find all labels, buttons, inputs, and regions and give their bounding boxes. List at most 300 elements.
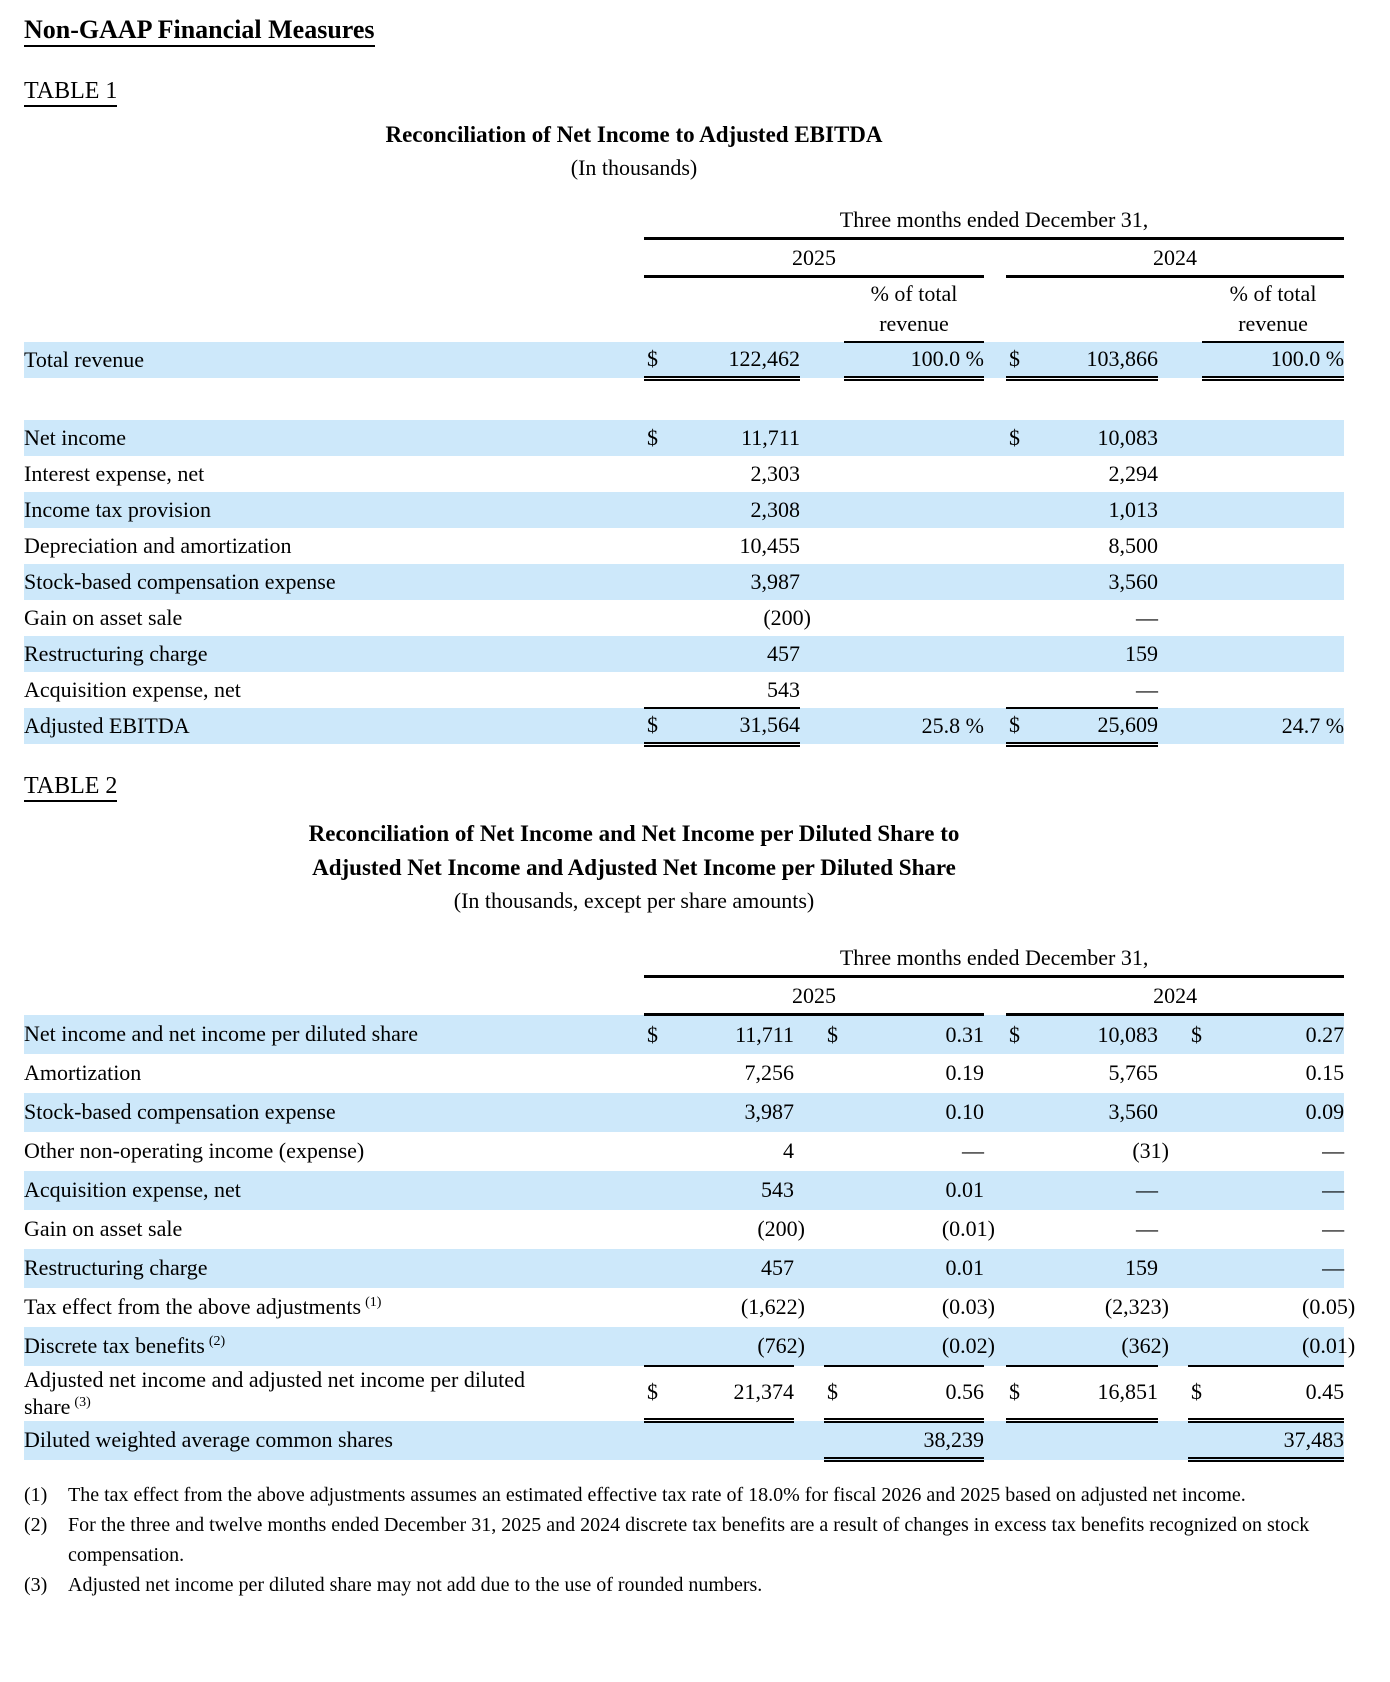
- cell-value: 7,256: [744, 1060, 794, 1085]
- table-row: [24, 636, 1344, 672]
- pct-2024: [1202, 492, 1344, 528]
- per-share-2024: [1224, 1015, 1344, 1054]
- cell-value: (0.03): [941, 1294, 995, 1319]
- cell-value: (762): [757, 1332, 805, 1358]
- dollar-sign: [1006, 1421, 1042, 1460]
- row-label: [24, 1421, 644, 1460]
- cell-value: 543: [767, 676, 800, 702]
- amount-2025: [680, 456, 800, 492]
- dollar-sign: [1006, 342, 1042, 378]
- pct-2024: [1202, 342, 1344, 378]
- table-row: [24, 456, 1344, 492]
- dollar-sign: [1006, 1054, 1042, 1093]
- dollar-sign: [1188, 1366, 1224, 1421]
- pct-2024: [1202, 708, 1344, 744]
- amount-2024: [1042, 1249, 1158, 1288]
- empty-cell: [680, 276, 800, 342]
- dollar-sign: [644, 492, 680, 528]
- cell-value: $: [827, 1379, 838, 1405]
- cell-value: $: [647, 1379, 658, 1405]
- row-label: [24, 708, 644, 744]
- cell-value: —: [1322, 1216, 1345, 1241]
- pct-2024: [1202, 672, 1344, 708]
- col-gap: [800, 672, 844, 708]
- table-row: [24, 1132, 1344, 1171]
- amount-2025: [680, 1093, 794, 1132]
- pct-2025: [844, 528, 984, 564]
- dollar-sign: [1188, 1054, 1224, 1093]
- table-row: [24, 564, 1344, 600]
- col-gap: [1158, 420, 1202, 456]
- cell-value: 11,711: [741, 425, 800, 450]
- per-share-2025: [860, 1093, 984, 1132]
- cell-value: $: [647, 1021, 658, 1047]
- year-header-row: [24, 238, 1344, 276]
- period-header: Three months ended December 31,: [644, 198, 1344, 238]
- col-gap: [800, 492, 844, 528]
- empty-cell: [1042, 276, 1158, 342]
- pct-2024: [1202, 528, 1344, 564]
- cell-value: 2,303: [750, 461, 800, 486]
- col-gap: [984, 1015, 1006, 1054]
- pct-header-line1: % of total: [1229, 281, 1317, 306]
- row-label-text: Adjusted EBITDA: [24, 713, 190, 739]
- cell-value: 0.56: [945, 1379, 984, 1405]
- table2-title-line2: Adjusted Net Income and Adjusted Net Income per Diluted Share: [312, 854, 956, 880]
- period-header-row: [24, 937, 1344, 977]
- table-row: [24, 492, 1344, 528]
- cell-value: $: [1009, 1379, 1020, 1405]
- per-share-2024: [1224, 1210, 1344, 1249]
- year-2024-header: 2024: [1006, 238, 1344, 276]
- col-gap: [984, 420, 1006, 456]
- pct-2024: [1202, 564, 1344, 600]
- pct-2024: [1202, 420, 1344, 456]
- row-label: [24, 564, 644, 600]
- cell-value: (200): [757, 1216, 805, 1241]
- per-share-2025: [860, 1327, 995, 1366]
- spacer-row: [24, 378, 1344, 420]
- footnote-number: (3): [24, 1574, 48, 1596]
- amount-2024: [1042, 636, 1158, 672]
- cell-value: 0.31: [945, 1021, 984, 1047]
- amount-2025: [680, 1421, 794, 1460]
- dollar-sign: [1188, 1210, 1224, 1249]
- dollar-sign: [644, 1210, 680, 1249]
- row-label-text: Gain on asset sale: [24, 605, 183, 631]
- row-label: [24, 528, 644, 564]
- cell-value: 0.01: [945, 1177, 984, 1202]
- cell-value: —: [1136, 676, 1158, 702]
- table2-label: [24, 771, 1390, 801]
- cell-value: (200): [763, 605, 811, 630]
- cell-value: 457: [767, 641, 800, 666]
- footnote-2: [24, 1510, 1354, 1570]
- row-label-text: Restructuring charge: [24, 641, 208, 667]
- col-gap: [1158, 1366, 1188, 1421]
- col-gap: [794, 1366, 824, 1421]
- col-gap: [1158, 708, 1202, 744]
- dollar-sign: [1188, 1171, 1224, 1210]
- col-gap: [1158, 492, 1202, 528]
- dollar-sign: [1188, 1132, 1224, 1171]
- col-gap: [1158, 1210, 1188, 1249]
- cell-value: 0.10: [945, 1099, 984, 1124]
- row-label: [24, 456, 644, 492]
- amount-2025: [680, 672, 800, 708]
- pct-2025: [844, 420, 984, 456]
- dollar-sign: [644, 528, 680, 564]
- cell-value: (2,323): [1104, 1294, 1169, 1319]
- col-gap: [794, 1015, 824, 1054]
- dollar-sign: [644, 672, 680, 708]
- per-share-2025: [860, 1015, 984, 1054]
- dollar-sign: [644, 456, 680, 492]
- row-label-text: Amortization: [24, 1060, 142, 1086]
- empty-cell: [24, 276, 644, 342]
- dollar-sign: [644, 1054, 680, 1093]
- amount-2024: [1042, 456, 1158, 492]
- cell-value: 11,711: [735, 1021, 794, 1047]
- pct-of-revenue-header-2025: [844, 276, 984, 342]
- footnote-1: [24, 1480, 1354, 1510]
- amount-2025: [680, 1171, 794, 1210]
- dollar-sign: [824, 1327, 860, 1366]
- cell-value: 100.0 %: [1270, 346, 1345, 372]
- pct-header-line2: revenue: [879, 311, 949, 336]
- table1-label-text: TABLE 1: [24, 78, 117, 107]
- spacer-cell: [24, 378, 1344, 420]
- col-gap: [984, 1132, 1006, 1171]
- table1-body: [24, 342, 1344, 744]
- col-gap: [794, 1171, 824, 1210]
- dollar-sign: [644, 1171, 680, 1210]
- footnotes: [24, 1480, 1354, 1600]
- col-gap: [794, 1054, 824, 1093]
- row-label: [24, 1366, 644, 1421]
- dollar-sign: [644, 1421, 680, 1460]
- amount-2024: [1042, 600, 1158, 636]
- per-share-2024: [1224, 1249, 1344, 1288]
- page-title-text: Non-GAAP Financial Measures: [24, 15, 375, 47]
- cell-value: —: [1322, 1177, 1345, 1202]
- dollar-sign: [1006, 456, 1042, 492]
- amount-2025: [680, 1054, 794, 1093]
- footnote-number: (2): [24, 1514, 48, 1536]
- per-share-2025: [860, 1249, 984, 1288]
- col-gap: [800, 708, 844, 744]
- row-label-text: Diluted weighted average common shares: [24, 1427, 393, 1453]
- amount-2024: [1042, 1132, 1169, 1171]
- empty-cell: [24, 198, 644, 238]
- cell-value: 5,765: [1108, 1060, 1158, 1085]
- amount-2024: [1042, 564, 1158, 600]
- amount-2025: [680, 600, 811, 636]
- footnote-marker: (1): [365, 1294, 382, 1310]
- dollar-sign: [1188, 1288, 1224, 1327]
- row-label-text: Depreciation and amortization: [24, 533, 292, 559]
- cell-value: 3,560: [1108, 1099, 1158, 1124]
- cell-value: 2,294: [1108, 461, 1158, 486]
- pct-2024: [1202, 636, 1344, 672]
- cell-value: $: [827, 1021, 838, 1047]
- cell-value: (1,622): [740, 1294, 805, 1319]
- row-label-text: Interest expense, net: [24, 461, 205, 487]
- col-gap: [794, 1421, 824, 1460]
- cell-value: 100.0 %: [910, 346, 984, 372]
- per-share-2024: [1224, 1171, 1344, 1210]
- dollar-sign: [644, 1132, 680, 1171]
- row-label: [24, 600, 644, 636]
- col-gap: [800, 342, 844, 378]
- col-gap: [984, 342, 1006, 378]
- cell-value: $: [1009, 425, 1020, 450]
- table2-subtitle: (In thousands, except per share amounts): [453, 887, 815, 913]
- table1-title: Reconciliation of Net Income to Adjusted EBITDA: [385, 122, 883, 147]
- row-label: [24, 672, 644, 708]
- dollar-sign: [644, 1015, 680, 1054]
- cell-value: —: [1136, 1216, 1158, 1241]
- cell-value: 122,462: [728, 345, 800, 371]
- amount-2025: [680, 1288, 805, 1327]
- table-row: [24, 1210, 1344, 1249]
- col-gap: [800, 564, 844, 600]
- dollar-sign: [644, 342, 680, 378]
- dollar-sign: [1188, 1327, 1224, 1366]
- per-share-2025: [860, 1366, 984, 1421]
- per-share-2024: [1224, 1054, 1344, 1093]
- amount-2025: [680, 636, 800, 672]
- table1-label: [24, 76, 1390, 106]
- row-label-text: Discrete tax benefits: [24, 1333, 205, 1359]
- cell-value: $: [1009, 345, 1020, 371]
- amount-2025: [680, 1015, 794, 1054]
- col-gap: [1158, 1249, 1188, 1288]
- footnote-text: The tax effect from the above adjustments assumes an estimated effective tax rate of 18.0% for fiscal 2026 and 2025 based on adjusted net income.: [68, 1484, 1246, 1506]
- pct-2024: [1202, 600, 1344, 636]
- cell-value: (362): [1121, 1332, 1169, 1358]
- period-header: Three months ended December 31,: [644, 937, 1344, 977]
- cell-value: 38,239: [923, 1427, 984, 1452]
- table-row: [24, 528, 1344, 564]
- table1-titles: [24, 118, 1244, 184]
- cell-value: 103,866: [1086, 345, 1158, 371]
- amount-2025: [680, 1327, 805, 1366]
- amount-2025: [680, 492, 800, 528]
- cell-value: (0.01): [1302, 1332, 1356, 1358]
- dollar-sign: [644, 564, 680, 600]
- footnote-marker: (3): [74, 1394, 91, 1410]
- pct-2025: [844, 456, 984, 492]
- dollar-sign: [1006, 420, 1042, 456]
- amount-2024: [1042, 1093, 1158, 1132]
- cell-value: 24.7 %: [1281, 713, 1345, 738]
- cell-value: 10,455: [739, 533, 800, 558]
- cell-value: —: [962, 1138, 984, 1163]
- cell-value: —: [1322, 1255, 1345, 1280]
- cell-value: 8,500: [1108, 533, 1158, 558]
- table-row: [24, 1288, 1344, 1327]
- amount-2024: [1042, 342, 1158, 378]
- amount-2025: [680, 528, 800, 564]
- row-label: [24, 636, 644, 672]
- cell-value: 10,083: [1097, 1021, 1158, 1047]
- table-row: [24, 1093, 1344, 1132]
- col-gap: [984, 238, 1006, 276]
- cell-value: 0.09: [1305, 1099, 1345, 1124]
- year-2024-header: 2024: [1006, 977, 1344, 1015]
- cell-value: $: [647, 425, 658, 450]
- pct-2025: [844, 672, 984, 708]
- per-share-2025: [860, 1054, 984, 1093]
- row-label: [24, 1171, 644, 1210]
- amount-2025: [680, 1132, 794, 1171]
- dollar-sign: [644, 1093, 680, 1132]
- col-gap: [1158, 342, 1202, 378]
- table-row: [24, 708, 1344, 744]
- per-share-2024: [1224, 1093, 1344, 1132]
- col-gap: [984, 492, 1006, 528]
- dollar-sign: [824, 1054, 860, 1093]
- dollar-sign: [824, 1132, 860, 1171]
- dollar-sign: [1188, 1249, 1224, 1288]
- cell-value: 159: [1125, 641, 1158, 666]
- amount-2024: [1042, 1421, 1158, 1460]
- cell-value: 3,987: [744, 1099, 794, 1124]
- amount-2024: [1042, 492, 1158, 528]
- amount-2025: [680, 1249, 794, 1288]
- dollar-sign: [1188, 1015, 1224, 1054]
- empty-cell: [24, 977, 644, 1015]
- cell-value: 21,374: [733, 1379, 794, 1405]
- amount-2024: [1042, 1327, 1169, 1366]
- row-label: [24, 1249, 644, 1288]
- dollar-sign: [1006, 1327, 1042, 1366]
- amount-2025: [680, 1210, 805, 1249]
- table2-header: [24, 937, 1344, 1015]
- dollar-sign: [644, 1366, 680, 1421]
- cell-value: 10,083: [1097, 425, 1158, 450]
- dollar-sign: [824, 1249, 860, 1288]
- row-label: [24, 1015, 644, 1054]
- per-share-2025: [860, 1421, 984, 1460]
- cell-value: (0.02): [941, 1332, 995, 1358]
- dollar-sign: [824, 1015, 860, 1054]
- cell-value: $: [1009, 1021, 1020, 1047]
- per-share-2024: [1224, 1366, 1344, 1421]
- row-label: [24, 1210, 644, 1249]
- dollar-sign: [1188, 1421, 1224, 1460]
- cell-value: 543: [761, 1177, 794, 1202]
- pct-2025: [844, 564, 984, 600]
- per-share-2024: [1224, 1327, 1356, 1366]
- col-gap: [984, 672, 1006, 708]
- col-gap: [984, 1093, 1006, 1132]
- row-label-text: Restructuring charge: [24, 1255, 208, 1281]
- amount-2025: [680, 420, 800, 456]
- cell-value: 3,987: [750, 569, 800, 594]
- row-label: [24, 420, 644, 456]
- pct-of-revenue-header-2024: [1202, 276, 1344, 342]
- col-gap: [1158, 528, 1202, 564]
- pct-2025: [844, 600, 984, 636]
- per-share-2025: [860, 1132, 984, 1171]
- dollar-sign: [1006, 636, 1042, 672]
- table1-header: [24, 198, 1344, 342]
- pct-2025: [844, 708, 984, 744]
- col-gap: [1158, 1171, 1188, 1210]
- row-label-text: Stock-based compensation expense: [24, 1099, 336, 1125]
- col-gap: [1158, 636, 1202, 672]
- dollar-sign: [1006, 1132, 1042, 1171]
- dollar-sign: [1006, 528, 1042, 564]
- cell-value: 0.45: [1305, 1379, 1345, 1405]
- dollar-sign: [824, 1210, 860, 1249]
- dollar-sign: [824, 1288, 860, 1327]
- col-gap: [1158, 1015, 1188, 1054]
- cell-value: 1,013: [1108, 497, 1158, 522]
- cell-value: 0.01: [945, 1255, 984, 1280]
- cell-value: 16,851: [1097, 1379, 1158, 1405]
- ebitda-reconciliation-table: [24, 198, 1344, 747]
- col-gap: [794, 1249, 824, 1288]
- cell-value: $: [1191, 1021, 1202, 1047]
- empty-cell: [1158, 276, 1202, 342]
- row-label-text: Net income: [24, 425, 127, 451]
- dollar-sign: [1006, 1249, 1042, 1288]
- amount-2024: [1042, 708, 1158, 744]
- dollar-sign: [824, 1421, 860, 1460]
- row-label: [24, 1093, 644, 1132]
- col-gap: [984, 1171, 1006, 1210]
- table-row: [24, 342, 1344, 378]
- amount-2025: [680, 708, 800, 744]
- table2-label-text: TABLE 2: [24, 773, 117, 802]
- cell-value: 37,483: [1283, 1427, 1345, 1452]
- footnote-marker: (2): [208, 1333, 226, 1349]
- pct-header-line2: revenue: [1238, 311, 1308, 336]
- dollar-sign: [1006, 492, 1042, 528]
- row-label: [24, 1288, 644, 1327]
- dollar-sign: [824, 1093, 860, 1132]
- col-gap: [984, 528, 1006, 564]
- col-gap: [1158, 1054, 1188, 1093]
- col-gap: [984, 977, 1006, 1015]
- cell-value: 25,609: [1097, 712, 1158, 738]
- col-gap: [984, 456, 1006, 492]
- year-2025-header: 2025: [644, 238, 984, 276]
- dollar-sign: [644, 708, 680, 744]
- table-row: [24, 1327, 1344, 1366]
- per-share-2025: [860, 1288, 995, 1327]
- cell-value: 25.8 %: [921, 713, 984, 738]
- dollar-sign: [1006, 1015, 1042, 1054]
- col-gap: [1158, 1093, 1188, 1132]
- amount-2024: [1042, 420, 1158, 456]
- col-gap: [800, 528, 844, 564]
- amount-2025: [680, 342, 800, 378]
- col-gap: [984, 1054, 1006, 1093]
- col-gap: [984, 636, 1006, 672]
- table-row: [24, 1054, 1344, 1093]
- row-label-text: Tax effect from the above adjustments: [24, 1294, 362, 1320]
- table-row: [24, 1015, 1344, 1054]
- per-share-2025: [860, 1171, 984, 1210]
- col-gap: [1158, 564, 1202, 600]
- col-gap: [984, 600, 1006, 636]
- row-label-text: Income tax provision: [24, 497, 211, 523]
- dollar-sign: [1006, 1288, 1042, 1327]
